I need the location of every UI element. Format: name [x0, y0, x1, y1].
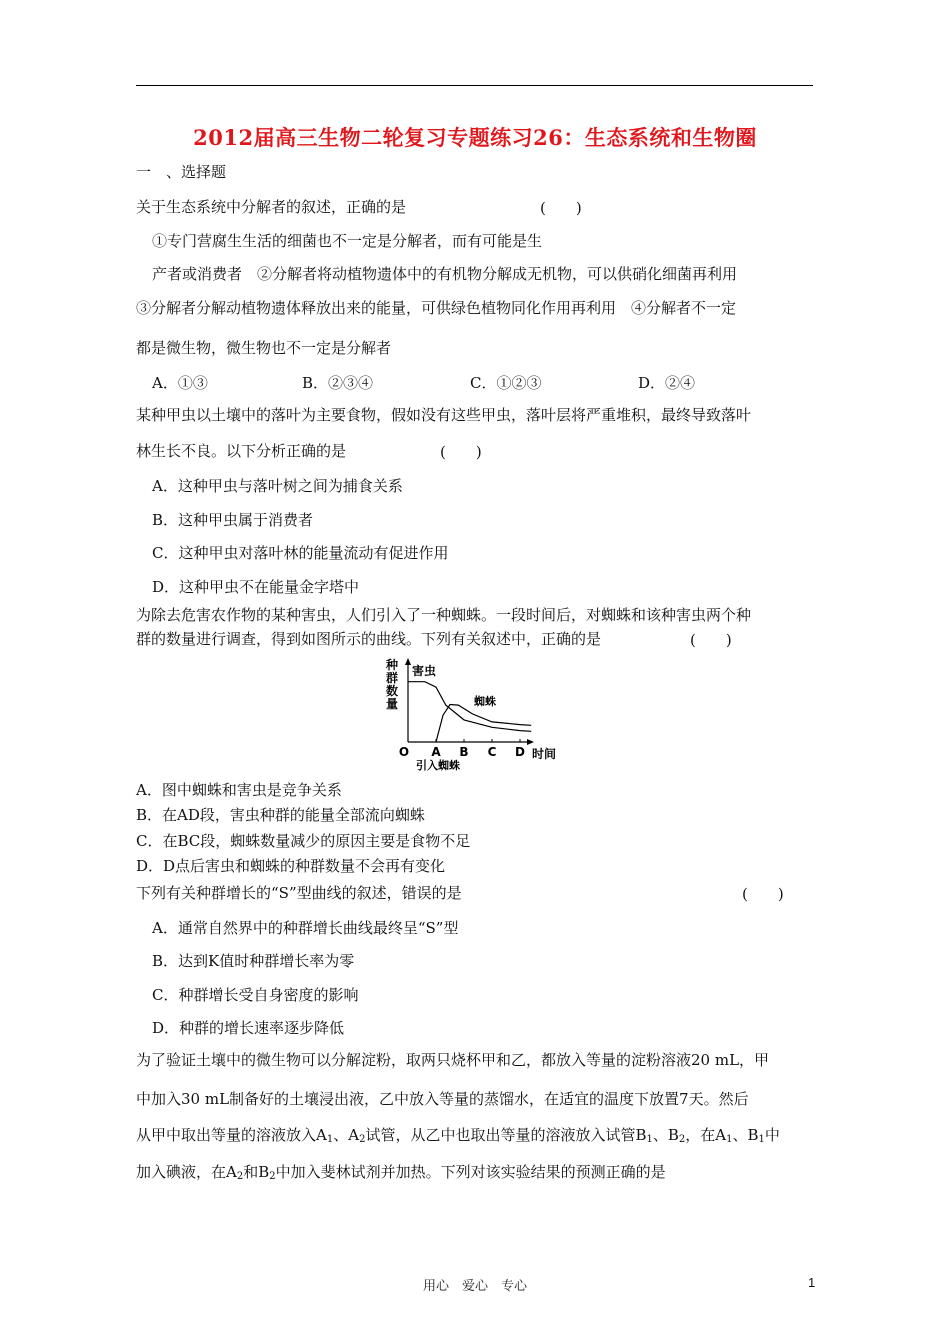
q5-line1: 为了验证土壤中的微生物可以分解淀粉，取两只烧杯甲和乙，都放入等量的淀粉溶液20 mL，甲 — [136, 1051, 770, 1069]
q3-stem-line2: 群的数量进行调查，得到如图所示的曲线。下列有关叙述中，正确的是 — [136, 630, 602, 648]
q1-option-a: A．①③ — [152, 374, 208, 392]
q1-stem: 关于生态系统中分解者的叙述，正确的是 — [136, 198, 407, 216]
chart-x-arrow — [527, 739, 534, 745]
chart-x-tick-label: O — [398, 745, 410, 759]
q4-option-b: B．达到K值时种群增长率为零 — [152, 952, 355, 970]
q3-option-c: C．在BC段，蜘蛛数量减少的原因主要是食物不足 — [136, 832, 471, 850]
q4-stem: 下列有关种群增长的“S”型曲线的叙述，错误的是 — [136, 884, 462, 902]
q3-stem-line1: 为除去危害农作物的某种害虫，人们引入了一种蜘蛛。一段时间后，对蜘蛛和该种害虫两个种 — [136, 606, 752, 624]
q2-answer-paren: ( ) — [440, 443, 482, 461]
chart-x-tick-label: D — [515, 745, 525, 759]
q4-option-c: C．种群增长受自身密度的影响 — [152, 986, 359, 1004]
q1-line1: ①专门营腐生生活的细菌也不一定是分解者，而有可能是生 — [152, 232, 543, 250]
q2-stem-line1: 某种甲虫以土壤中的落叶为主要食物，假如没有这些甲虫，落叶层将严重堆积，最终导致落叶 — [136, 406, 752, 424]
chart-x-tick-label: C — [487, 745, 497, 759]
q1-option-d: D．②④ — [638, 374, 696, 392]
q2-option-a: A．这种甲虫与落叶树之间为捕食关系 — [152, 477, 403, 495]
chart-ylabel — [385, 657, 398, 711]
series-line-spider — [436, 705, 531, 743]
chart-x-tick-label: A — [431, 745, 441, 759]
q3-option-d: D．D点后害虫和蜘蛛的种群数量不会再有变化 — [136, 857, 446, 875]
q4-option-d: D．种群的增长速率逐步降低 — [152, 1019, 345, 1037]
q5-line2: 中加入30 mL制备好的土壤浸出液，乙中放入等量的蒸馏水，在适宜的温度下放置7天。然后 — [136, 1090, 749, 1108]
q5-line3: 从甲中取出等量的溶液放入$A_1$、$A_2$试管，从乙中也取出等量的溶液放入试管$B_1$、$B_2$，在$A_1$、$B_1$中 — [136, 1126, 780, 1145]
series-label-spider: 蜘蛛 — [474, 695, 496, 708]
series-label-pest: 害虫 — [412, 664, 437, 678]
header-rule — [136, 85, 813, 86]
chart-ylabel-char: 群 — [385, 671, 399, 685]
chart-x-tick-label: B — [459, 745, 469, 759]
chart-xlabel: 时间 — [532, 747, 557, 761]
section-heading: 一 、选择题 — [136, 163, 227, 181]
q2-stem-line2: 林生长不良。以下分析正确的是 — [136, 442, 347, 460]
q1-answer-paren: ( ) — [540, 199, 582, 217]
q1-line4: 都是微生物，微生物也不一定是分解者 — [136, 339, 392, 357]
q3-option-b: B．在AD段，害虫种群的能量全部流向蜘蛛 — [136, 806, 425, 824]
document-title: 2012届高三生物二轮复习专题练习26：生态系统和生物圈 — [193, 125, 757, 150]
chart-ylabel-char: 种 — [385, 658, 399, 672]
q1-option-c: C．①②③ — [470, 374, 542, 392]
q2-option-d: D．这种甲虫不在能量金字塔中 — [152, 578, 360, 596]
q2-option-b: B．这种甲虫属于消费者 — [152, 511, 314, 529]
q2-option-c: C．这种甲虫对落叶林的能量流动有促进作用 — [152, 544, 449, 562]
q1-line2: 产者或消费者 ②分解者将动植物遗体中的有机物分解成无机物，可以供硝化细菌再利用 — [152, 265, 738, 283]
q3-answer-paren: ( ) — [690, 631, 732, 649]
page-footer: 用心 爱心 专心 — [422, 1279, 527, 1294]
population-chart — [378, 655, 568, 773]
chart-y-arrow — [405, 658, 411, 665]
q1-line3: ③分解者分解动植物遗体释放出来的能量，可供绿色植物同化作用再利用 ④分解者不一定 — [136, 299, 737, 317]
q4-answer-paren: ( ) — [742, 885, 784, 903]
q3-option-a: A．图中蜘蛛和害虫是竞争关系 — [136, 781, 342, 799]
q5-line4: 加入碘液，在$A_2$和$B_2$中加入斐林试剂并加热。下列对该实验结果的预测正确的是 — [136, 1163, 666, 1182]
chart-ylabel-char: 量 — [385, 697, 399, 711]
q1-option-b: B．②③④ — [302, 374, 374, 392]
chart-ylabel-char: 数 — [385, 684, 399, 698]
q4-option-a: A．通常自然界中的种群增长曲线最终呈“S”型 — [152, 919, 459, 937]
chart-annotation: 引入蜘蛛 — [416, 759, 460, 772]
page-number: 1 — [808, 1275, 816, 1290]
